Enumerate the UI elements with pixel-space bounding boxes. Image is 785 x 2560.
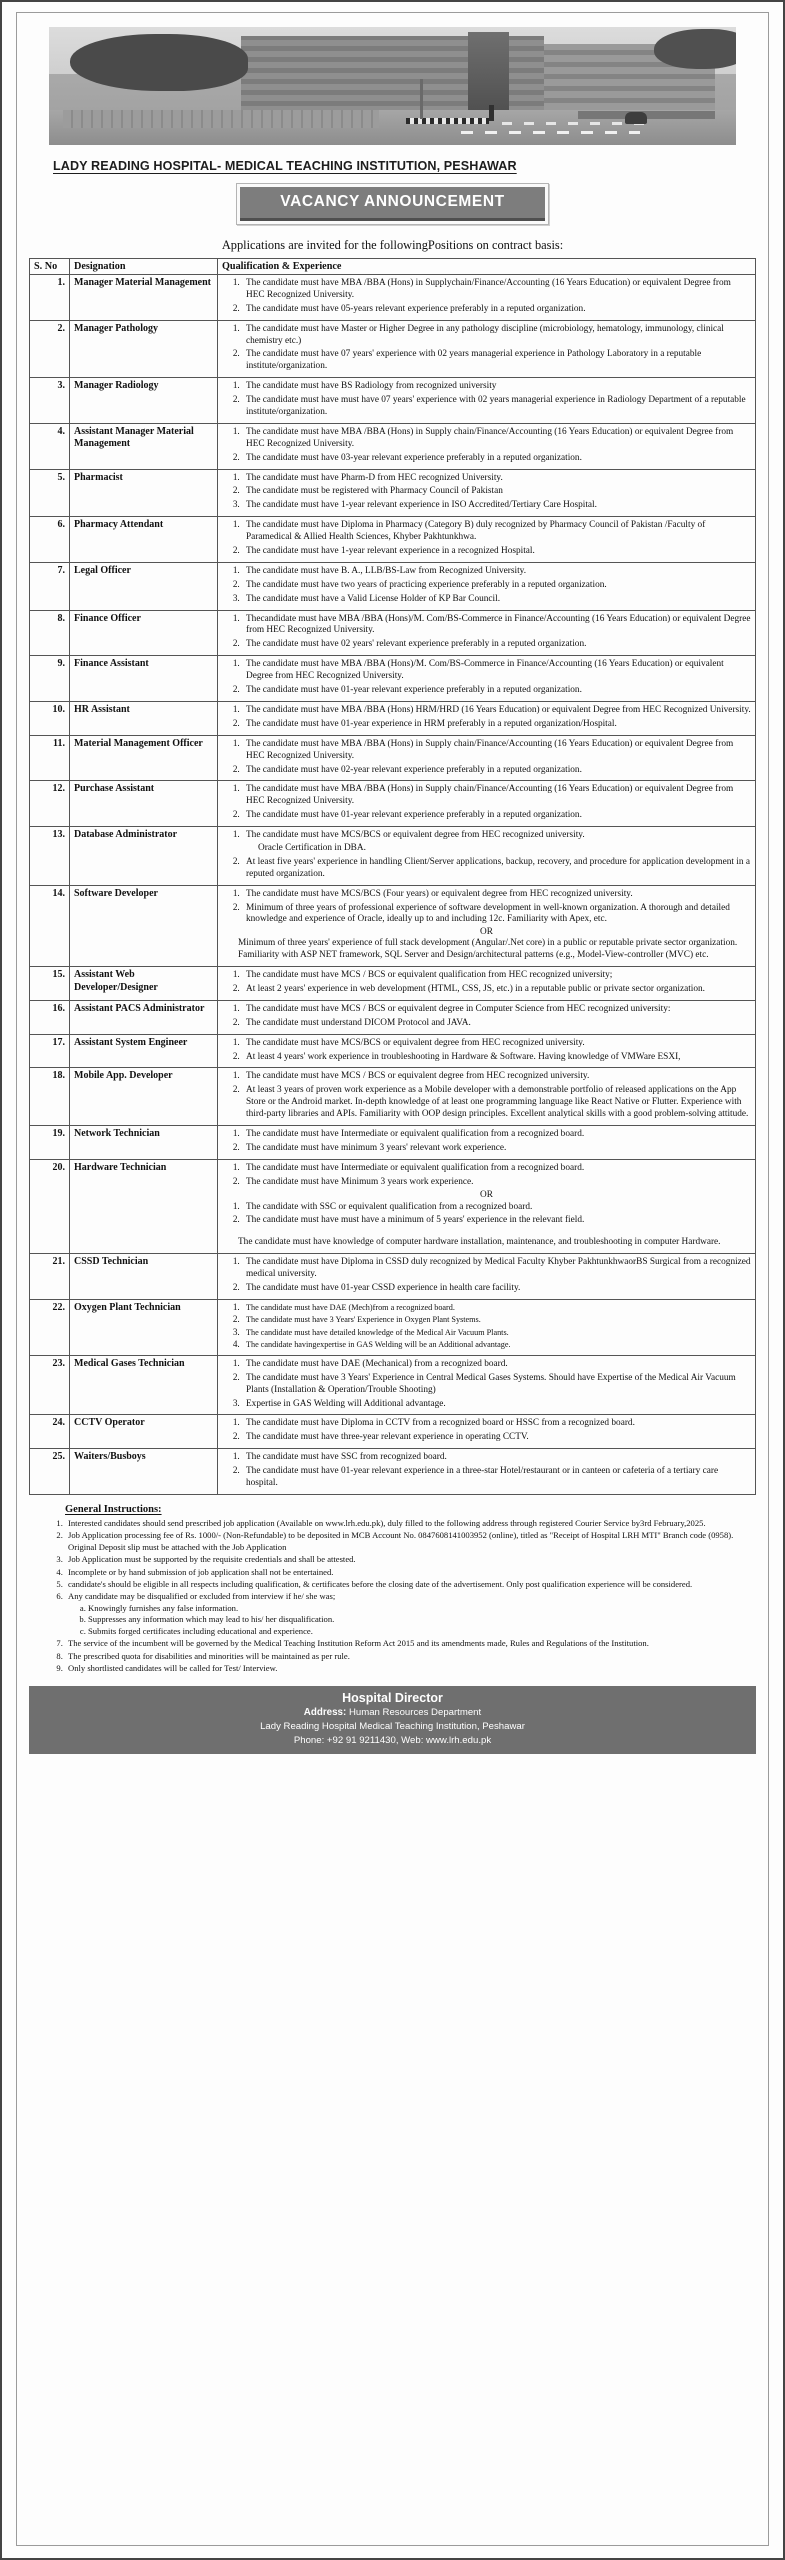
qualification-list <box>222 1417 751 1444</box>
row-designation: Assistant System Engineer <box>70 1034 218 1068</box>
qualification-item: 1. The candidate must have MBA /BBA (Hons) in Supply chain/Finance/Accounting (16 Years Education) or equivalent Degree from HEC Recognized University. <box>242 426 751 451</box>
qualification-item: 1. The candidate must have B. A., LLB/BS-Law from Recognized University. <box>242 565 751 578</box>
instruction-text: The prescribed quota for disabilities and minorities will be maintained as per rule. <box>68 1650 350 1661</box>
qualification-item: 2. At least 2 years' experience in web development (HTML, CSS, JS, etc.) in a reputable public or private sector organization. <box>242 983 751 996</box>
qualification-item: 1. The candidate must have Diploma in Pharmacy (Category B) duly recognized by Pharmacy Council of Pakistan /Faculty of Paramedical & Allied Health Sciences, Khyber Pakhtunkhwa. <box>242 519 751 544</box>
qualification-item: 2. At least 3 years of proven work experience as a Mobile developer with a demonstrable portfolio of released applications on the App Store or the Android market. In-depth knowledge of at least one programming language like React Native or Flutter. Experience with third-party libraries and APIs. Familiarity with OOP design principles. Excellent analytical skills with a good problem-solving attitude. <box>242 1084 751 1121</box>
qualification-item: 1. The candidate must have MBA /BBA (Hons) HRM/HRD (16 Years Education) or equivalent Degree from HEC Recognized University. <box>242 704 751 717</box>
row-serial-number: 9. <box>30 656 70 702</box>
row-qualification <box>218 1125 756 1159</box>
organization-title: LADY READING HOSPITAL- MEDICAL TEACHING INSTITUTION, PESHAWAR <box>53 159 517 173</box>
qualification-item: 2. The candidate must have Minimum 3 years work experience. <box>242 1176 751 1189</box>
qualification-list <box>222 1256 751 1295</box>
qualification-list <box>222 1003 751 1030</box>
qualification-item: 1. The candidate must have Diploma in CCTV from a recognized board or HSSC from a recognized board. <box>242 1417 751 1430</box>
or-alternative-text: Minimum of three years' experience of full stack development (Angular/.Net core) in a public or reputable private sector organization. Familiarity with ASP NET framework, SQL Server and Design/architectural patterns (e.g., Model-View-controller (MVC) etc. <box>238 938 738 961</box>
qualification-list <box>222 658 751 697</box>
table-row <box>30 1034 756 1068</box>
qualification-item: 2. The candidate must have 01-year relevant experience preferably in a reputed organization. <box>242 684 751 697</box>
qualification-list <box>222 1358 751 1411</box>
table-row <box>30 701 756 735</box>
photo-boundary-wall <box>63 110 379 129</box>
instruction-item <box>65 1651 748 1662</box>
table-head <box>30 259 756 275</box>
table-row <box>30 1125 756 1159</box>
row-designation: Hardware Technician <box>70 1159 218 1253</box>
qualification-item: 2. The candidate must have 3 Years' Experience in Central Medical Gases Systems. Should have Expertise of the Medical Air Vacuum Plants (Installation & Operation/Trouble Shooting) <box>242 1372 751 1397</box>
qualification-item: 4. The candidate havingexpertise in GAS Welding will be an Additional advantage. <box>242 1339 751 1351</box>
table-row <box>30 275 756 321</box>
instruction-item <box>65 1567 748 1578</box>
row-designation: Manager Material Management <box>70 275 218 321</box>
row-serial-number: 25. <box>30 1449 70 1495</box>
row-serial-number: 22. <box>30 1299 70 1355</box>
qualification-list <box>222 1302 751 1351</box>
table-row <box>30 320 756 378</box>
row-qualification <box>218 1299 756 1355</box>
table-row <box>30 967 756 1001</box>
table-row <box>30 378 756 424</box>
row-qualification <box>218 827 756 886</box>
qualification-item: 2. At least 4 years' work experience in troubleshooting in Hardware & Software. Having knowledge of VMWare ESXI, <box>242 1051 751 1064</box>
row-serial-number: 7. <box>30 562 70 610</box>
row-designation: Mobile App. Developer <box>70 1068 218 1126</box>
qualification-list <box>222 323 751 374</box>
photo-rickshaw <box>625 112 647 124</box>
row-designation: Assistant Web Developer/Designer <box>70 967 218 1001</box>
qualification-item: 1. The candidate must have BS Radiology from recognized university <box>242 380 751 393</box>
instruction-item <box>65 1518 748 1529</box>
photo-lane-marking-1 <box>461 131 640 134</box>
table-row <box>30 1254 756 1300</box>
qualification-item: 2. The candidate must have 05-years relevant experience preferably in a reputed organization. <box>242 303 751 316</box>
row-qualification <box>218 1068 756 1126</box>
row-serial-number: 21. <box>30 1254 70 1300</box>
qualification-item: 2. The candidate must have 02-year relevant experience preferably in a reputed organization. <box>242 764 751 777</box>
general-instructions-list <box>47 1518 748 1674</box>
qualification-item: 2. The candidate must have three-year relevant experience in operating CCTV. <box>242 1431 751 1444</box>
qualification-list <box>222 738 751 777</box>
qualification-item: 1. The candidate must have Intermediate or equivalent qualification from a recognized board. <box>242 1128 751 1141</box>
general-instructions-title: General Instructions: <box>65 1503 162 1515</box>
row-serial-number: 8. <box>30 610 70 656</box>
instruction-text: Interested candidates should send prescribed job application (Available on www.lrh.edu.pk), duly filled to the following address through registered Courier Service by3rd February,2025. <box>68 1517 706 1528</box>
footer-contact-block <box>29 1686 756 1754</box>
qualification-list <box>222 472 751 513</box>
row-designation: Pharmacist <box>70 469 218 517</box>
photo-kerb-stripes <box>406 118 488 124</box>
qualification-item: 2. The candidate must have 01-year experience in HRM preferably in a reputed organization/Hospital. <box>242 718 751 731</box>
qualification-item: 2. The candidate must have 02 years' relevant experience preferably in a reputed organization. <box>242 638 751 651</box>
qualification-list <box>222 613 751 652</box>
qualification-item: 1. The candidate must have DAE (Mechanical) from a recognized board. <box>242 1358 751 1371</box>
qualification-item: 2. The candidate must have two years of practicing experience preferably in a reputed organization. <box>242 579 751 592</box>
row-qualification <box>218 1034 756 1068</box>
row-serial-number: 19. <box>30 1125 70 1159</box>
row-qualification <box>218 423 756 469</box>
qualification-item: 1. The candidate must have MCS / BCS or equivalent degree from HEC recognized university. <box>242 1070 751 1083</box>
banner-container <box>29 183 756 225</box>
table-row <box>30 885 756 966</box>
qualification-tail-note: The candidate must have knowledge of computer hardware installation, maintenance, and troubleshooting in computer Hardware. <box>238 1237 721 1248</box>
row-qualification <box>218 885 756 966</box>
qualification-item: 2. The candidate must have 01-year CSSD experience in health care facility. <box>242 1282 751 1295</box>
table-header-row <box>30 259 756 275</box>
instruction-text: The service of the incumbent will be governed by the Medical Teaching Institution Reform Act 2015 and its amendments made, Rules and Regulations of the Institution. <box>68 1638 649 1649</box>
row-serial-number: 10. <box>30 701 70 735</box>
row-serial-number: 16. <box>30 1000 70 1034</box>
table-row <box>30 735 756 781</box>
row-qualification <box>218 517 756 563</box>
qualification-item: 3. The candidate must have a Valid License Holder of KP Bar Council. <box>242 593 751 606</box>
instruction-text: Any candidate may be disqualified or excluded from interview if he/ she was; <box>68 1591 336 1602</box>
qualification-item: 2. The candidate must have 01-year relevant experience preferably in a reputed organization. <box>242 809 751 822</box>
qualification-item: 1. The candidate must have MCS/BCS or equivalent degree from HEC recognized university. <box>242 829 751 842</box>
row-serial-number: 6. <box>30 517 70 563</box>
row-serial-number: 13. <box>30 827 70 886</box>
qualification-list <box>222 1451 751 1490</box>
row-serial-number: 11. <box>30 735 70 781</box>
qualification-item: 2. The candidate must have 3 Years' Experience in Oxygen Plant Systems. <box>242 1314 751 1326</box>
qualification-list <box>222 969 751 996</box>
qualification-list <box>222 704 751 731</box>
row-serial-number: 18. <box>30 1068 70 1126</box>
qualification-item: 1. The candidate must have Pharm-D from HEC recognized University. <box>242 472 751 485</box>
instruction-item <box>65 1638 748 1649</box>
qualification-list <box>222 519 751 558</box>
row-serial-number: 15. <box>30 967 70 1001</box>
footer-address-line <box>35 1706 750 1720</box>
qualification-list <box>222 380 751 419</box>
qualification-item: 1. The candidate must have MBA /BBA (Hons)/M. Com/BS-Commerce in Finance/Accounting (16 Years Education) or equivalent Degree from HEC Recognized University. <box>242 658 751 683</box>
row-serial-number: 14. <box>30 885 70 966</box>
footer-department: Human Resources Department <box>348 1707 482 1719</box>
or-separator: OR <box>480 1189 493 1200</box>
table-row <box>30 423 756 469</box>
qualification-list <box>222 277 751 316</box>
qualification-item: 2. The candidate must have 1-year relevant experience in a recognized Hospital. <box>242 545 751 558</box>
table-row <box>30 1159 756 1253</box>
qualification-item: 2. The candidate must have 01-year relevant experience in a three-star Hotel/restaurant or in canteen or cafeteria of a tertiary care hospital. <box>242 1465 751 1490</box>
col-header-qualification: Qualification & Experience <box>218 259 756 275</box>
row-qualification <box>218 275 756 321</box>
banner-frame <box>236 183 548 225</box>
qualification-item: 2. The candidate must have 07 years' experience with 02 years managerial experience in Pathology Laboratory in a reputable institute/organization. <box>242 348 751 373</box>
instruction-item <box>65 1530 748 1553</box>
row-designation: HR Assistant <box>70 701 218 735</box>
col-header-designation: Designation <box>70 259 218 275</box>
qualification-list <box>222 565 751 606</box>
table-row <box>30 1355 756 1415</box>
row-designation: CCTV Operator <box>70 1415 218 1449</box>
qualification-item: 1. The candidate must have MCS / BCS or equivalent degree in Computer Science from HEC recognized university: <box>242 1003 751 1016</box>
qualification-list <box>222 1070 751 1121</box>
instruction-item <box>65 1663 748 1674</box>
qualification-item: 1. The candidate must have Diploma in CSSD duly recognized by Medical Faculty Khyber PakhtunkhwaorBS Surgical from a recognized medical university. <box>242 1256 751 1281</box>
qualification-list <box>222 888 751 927</box>
or-alternative-list <box>222 1201 751 1228</box>
row-serial-number: 2. <box>30 320 70 378</box>
row-designation: Network Technician <box>70 1125 218 1159</box>
qualification-list <box>222 829 751 881</box>
qualification-item: 3. The candidate must have 1-year relevant experience in ISO Accredited/Tertiary Care Hospital. <box>242 499 751 512</box>
row-serial-number: 3. <box>30 378 70 424</box>
row-qualification <box>218 1355 756 1415</box>
qualification-item: 2. The candidate must have must have a minimum of 5 years' experience in the relevant field. <box>242 1214 751 1227</box>
qualification-list <box>222 1037 751 1064</box>
row-designation: Medical Gases Technician <box>70 1355 218 1415</box>
hospital-building-photo <box>49 27 736 145</box>
disqualification-sub-item: a. Knowingly furnishes any false information. <box>88 1603 748 1614</box>
row-designation: Oxygen Plant Technician <box>70 1299 218 1355</box>
qualification-item: 2. The candidate must understand DICOM Protocol and JAVA. <box>242 1017 751 1030</box>
instruction-text: Job Application must be supported by the requisite credentials and shall be attested. <box>68 1554 356 1565</box>
qualification-item: 3. The candidate must have detailed knowledge of the Medical Air Vacuum Plants. <box>242 1327 751 1339</box>
row-serial-number: 20. <box>30 1159 70 1253</box>
qualification-list <box>222 783 751 822</box>
qualification-item: 1. The candidate must have MBA /BBA (Hons) in Supplychain/Finance/Accounting (16 Years Education) or equivalent Degree from HEC Recognized University. <box>242 277 751 302</box>
photo-tree-left <box>70 34 249 91</box>
table-row <box>30 781 756 827</box>
vacancy-table <box>29 258 756 1495</box>
spacer <box>222 1228 751 1236</box>
vacancy-announcement-banner: VACANCY ANNOUNCEMENT <box>240 187 544 221</box>
qualification-item: 1. The candidate must have Master or Higher Degree in any pathology discipline (microbiology, hematology, immunology, clinical chemistry etc.) <box>242 323 751 348</box>
row-qualification <box>218 469 756 517</box>
instruction-text: Job Application processing fee of Rs. 1000/- (Non-Refundable) to be deposited in MCB Account No. 0847608141003952 (online), titled as "Receipt of Hospital LRH MTI" Branch code (0958). Original Deposit slip must be attached with the Job Application <box>68 1530 734 1552</box>
page-inner-border <box>16 12 769 2546</box>
photo-light-pole <box>420 79 423 119</box>
row-qualification <box>218 735 756 781</box>
row-qualification <box>218 610 756 656</box>
footer-contact: Phone: +92 91 9211430, Web: www.lrh.edu.pk <box>293 1734 492 1746</box>
table-row <box>30 562 756 610</box>
table-body <box>30 275 756 1495</box>
row-designation: Finance Assistant <box>70 656 218 702</box>
table-row <box>30 1449 756 1495</box>
row-serial-number: 17. <box>30 1034 70 1068</box>
or-separator: OR <box>480 927 493 938</box>
row-designation: Manager Pathology <box>70 320 218 378</box>
photo-stair-tower <box>468 32 509 117</box>
row-designation: Waiters/Busboys <box>70 1449 218 1495</box>
row-qualification <box>218 1415 756 1449</box>
photo-pedestrian <box>489 105 494 121</box>
col-header-sno: S. No <box>30 259 70 275</box>
invitation-line: Applications are invited for the followingPositions on contract basis: <box>221 238 564 252</box>
qualification-item: 2. The candidate must have 03-year relevant experience preferably in a reputed organization. <box>242 452 751 465</box>
disqualification-sub-item: b. Suppresses any information which may lead to his/ her disqualification. <box>88 1614 748 1625</box>
qualification-item: 2. Minimum of three years of professional experience of software development in well-known organization. A thorough and detailed knowledge and experience of Oracle, ideally up to and including 12c. Familiarity with Apex, etc. <box>242 902 751 927</box>
row-serial-number: 23. <box>30 1355 70 1415</box>
row-serial-number: 5. <box>30 469 70 517</box>
row-designation: Purchase Assistant <box>70 781 218 827</box>
table-row <box>30 1415 756 1449</box>
table-row <box>30 827 756 886</box>
row-designation: Database Administrator <box>70 827 218 886</box>
row-qualification <box>218 1254 756 1300</box>
footer-title: Hospital Director <box>342 1691 443 1706</box>
qualification-item: 1. The candidate must have MCS/BCS or equivalent degree from HEC recognized university. <box>242 1037 751 1050</box>
qualification-list <box>222 426 751 465</box>
qualification-item: 1. The candidate must have MCS/BCS (Four years) or equivalent degree from HEC recognized university. <box>242 888 751 901</box>
row-designation: Finance Officer <box>70 610 218 656</box>
qualification-item: 2. At least five years' experience in handling Client/Server applications, backup, recovery, and procedure for application development in a reputed organization. <box>242 856 751 881</box>
row-designation: Pharmacy Attendant <box>70 517 218 563</box>
qualification-item: 1. The candidate with SSC or equivalent qualification from a recognized board. <box>242 1201 751 1214</box>
row-designation: Material Management Officer <box>70 735 218 781</box>
table-row <box>30 1000 756 1034</box>
footer-institution: Lady Reading Hospital Medical Teaching Institution, Peshawar <box>260 1721 525 1733</box>
row-qualification <box>218 378 756 424</box>
row-qualification <box>218 1000 756 1034</box>
instruction-item <box>65 1579 748 1590</box>
disqualification-sub-list <box>68 1603 748 1637</box>
qualification-item: 2. The candidate must be registered with Pharmacy Council of Pakistan <box>242 485 751 498</box>
row-designation: Legal Officer <box>70 562 218 610</box>
table-row <box>30 469 756 517</box>
table-row <box>30 1068 756 1126</box>
qualification-item: 2. The candidate must have minimum 3 years' relevant work experience. <box>242 1142 751 1155</box>
disqualification-sub-item: c. Submits forged certificates including educational and experience. <box>88 1626 748 1637</box>
qualification-item: 1. The candidate must have MBA /BBA (Hons) in Supply chain/Finance/Accounting (16 Years Education) or equivalent Degree from HEC Recognized University. <box>242 783 751 808</box>
table-row <box>30 1299 756 1355</box>
qualification-list <box>222 1128 751 1155</box>
qualification-list <box>222 1162 751 1189</box>
qualification-item: 1. The candidate must have SSC from recognized board. <box>242 1451 751 1464</box>
table-row <box>30 517 756 563</box>
row-designation: Manager Radiology <box>70 378 218 424</box>
table-row <box>30 610 756 656</box>
photo-tree-right <box>654 29 736 69</box>
row-serial-number: 1. <box>30 275 70 321</box>
row-qualification <box>218 562 756 610</box>
header-photo-container <box>29 23 756 145</box>
row-serial-number: 12. <box>30 781 70 827</box>
row-qualification <box>218 701 756 735</box>
table-row <box>30 656 756 702</box>
row-qualification <box>218 967 756 1001</box>
qualification-item: 1. The candidate must have MBA /BBA (Hons) in Supply chain/Finance/Accounting (16 Years Education) or equivalent Degree from HEC Recognized University. <box>242 738 751 763</box>
instruction-text: Only shortlisted candidates will be called for Test/ Interview. <box>68 1662 278 1673</box>
row-qualification <box>218 1159 756 1253</box>
qualification-item: 1. The candidate must have Intermediate or equivalent qualification from a recognized board. <box>242 1162 751 1175</box>
row-designation: CSSD Technician <box>70 1254 218 1300</box>
row-qualification <box>218 320 756 378</box>
qualification-item: 3. Expertise in GAS Welding will Additional advantage. <box>242 1398 751 1411</box>
row-designation: Assistant PACS Administrator <box>70 1000 218 1034</box>
row-serial-number: 24. <box>30 1415 70 1449</box>
qualification-item: 2. The candidate must have must have 07 years' experience with 02 years managerial experience in Radiology Department of a reputable institute/organization. <box>242 394 751 419</box>
row-designation: Assistant Manager Material Management <box>70 423 218 469</box>
instruction-item <box>65 1591 748 1637</box>
row-qualification <box>218 656 756 702</box>
instruction-item <box>65 1554 748 1565</box>
qualification-item: 1. The candidate must have MCS / BCS or equivalent qualification from HEC recognized university; <box>242 969 751 982</box>
qualification-extra-note: Oracle Certification in DBA. <box>258 842 366 853</box>
row-qualification <box>218 1449 756 1495</box>
instruction-text: candidate's should be eligible in all respects including qualification, & certificates before the closing date of the advertisement. Only post qualification experience will be considered. <box>68 1579 693 1590</box>
footer-address-label: Address: <box>303 1707 347 1719</box>
row-qualification <box>218 781 756 827</box>
qualification-item: 1. Thecandidate must have MBA /BBA (Hons)/M. Com/BS-Commerce in Finance/Accounting (16 Years Education) or equivalent Degree from HEC Recognized University. <box>242 613 751 638</box>
qualification-item: 1. The candidate must have DAE (Mech)from a recognized board. <box>242 1302 751 1314</box>
instruction-text: Incomplete or by hand submission of job application shall not be entertained. <box>68 1566 334 1577</box>
row-serial-number: 4. <box>30 423 70 469</box>
row-designation: Software Developer <box>70 885 218 966</box>
